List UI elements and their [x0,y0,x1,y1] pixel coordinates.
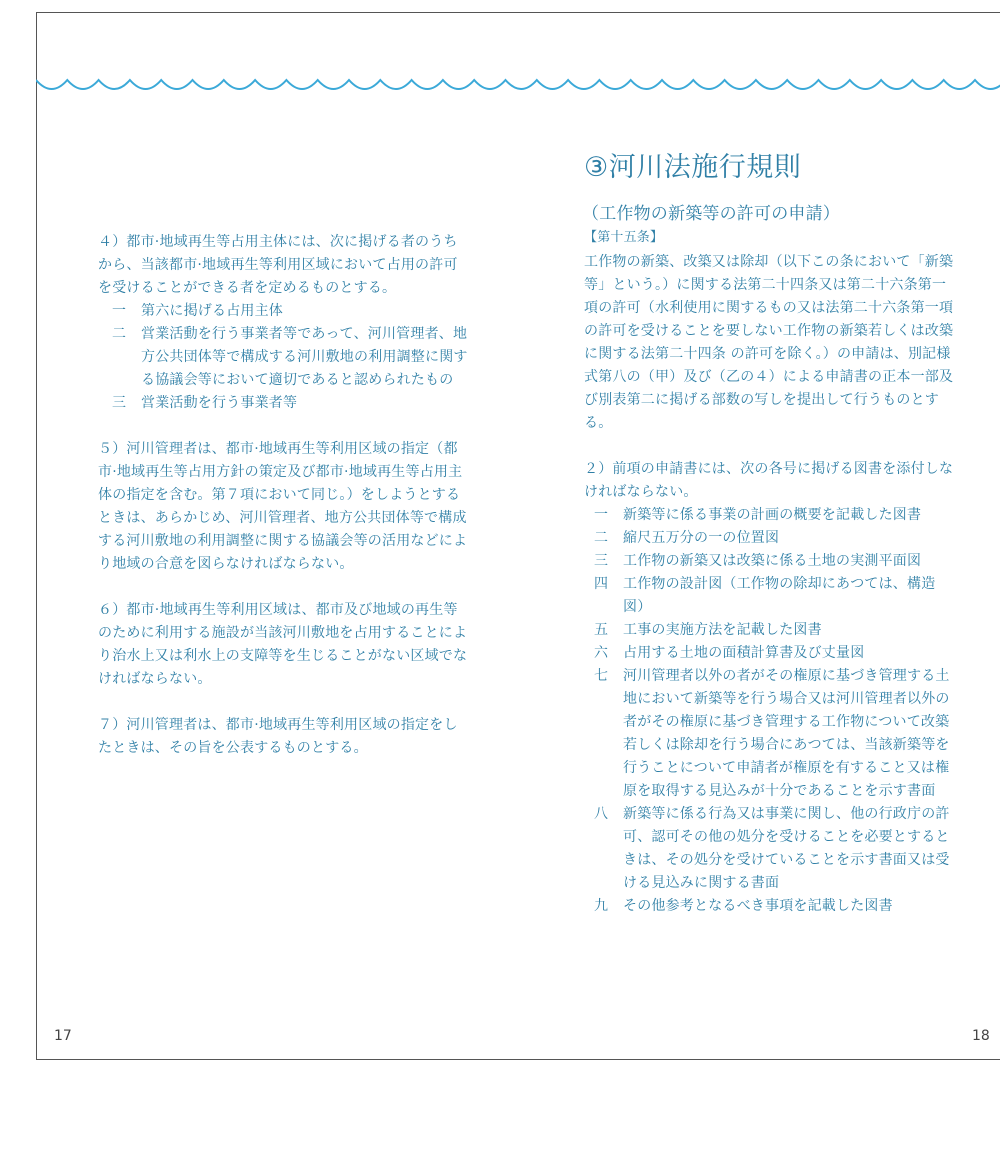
item-number: 六 [594,645,609,661]
item-text: 新築等に係る事業の計画の概要を記載した図書 [623,507,922,523]
item-text: 第六に掲げる占用主体 [141,303,283,319]
wave-decoration [36,70,1000,110]
item-text: 縮尺五万分の一の位置図 [623,530,780,546]
left-column [98,231,470,783]
item-number: 九 [594,898,609,914]
list-item [98,323,470,392]
left-paragraph-7 [98,714,470,760]
page-number-right: 18 [972,1028,990,1044]
right-paragraph-2 [584,458,954,918]
subsection-title: （工作物の新築等の許可の申請） [582,204,840,224]
item-number: 一 [594,507,609,523]
list-item [584,550,954,573]
list-item [584,573,954,619]
paragraph-text: ２）前項の申請書には、次の各号に掲げる図書を添付しなければならない。 [584,461,954,500]
list-item [584,527,954,550]
paragraph-text: ５）河川管理者は、都市·地域再生等利用区域の指定（都市·地域再生等占用方針の策定及び都市·地域再生等占用主体の指定を含む。第７項において同じ。）をしようとするときは、あらかじめ、河川管理者、地方公共団体等で構成する河川敷地の利用調整に関する協議会等の活用などにより地域の合意を図らなければならない。 [98,441,468,572]
item-text: 河川管理者以外の者がその権原に基づき管理する土地において新築等を行う場合又は河川管理者以外の者がその権原に基づき管理する工作物について改築若しくは除却を行う場合にあつては、当該新築等を行うことについて申請者が権原を有すること又は権原を取得する見込みが十分であることを示す書面 [623,668,950,799]
item-number: 七 [594,668,609,684]
paragraph-text: ７）河川管理者は、都市·地域再生等利用区域の指定をしたときは、その旨を公表するものとする。 [98,717,458,756]
list-item [584,803,954,895]
list-item [584,665,954,803]
paragraph-text: ４）都市·地域再生等占用主体には、次に掲げる者のうちから、当該都市·地域再生等利用区域において占用の許可を受けることができる者を定めるものとする。 [98,234,458,296]
section-title: ③河川法施行規則 [584,152,802,183]
paragraph-text: ６）都市·地域再生等利用区域は、都市及び地域の再生等のために利用する施設が当該河川敷地を占用することにより治水上又は利水上の支障等を生じることがない区域でなければならない。 [98,602,468,687]
item-text: 営業活動を行う事業者等であって、河川管理者、地方公共団体等で構成する河川敷地の利用調整に関する協議会等において適切であると認められたもの [141,326,468,388]
item-number: 八 [594,806,609,822]
list-item [98,392,470,415]
item-text: その他参考となるべき事項を記載した図書 [623,898,893,914]
item-number: 四 [594,576,609,592]
left-paragraph-5 [98,438,470,576]
item-text: 工作物の新築又は改築に係る土地の実測平面図 [623,553,922,569]
list-item [98,300,470,323]
list-item [584,642,954,665]
page-number-left: 17 [54,1028,72,1044]
paragraph-text: 工作物の新築、改築又は除却（以下この条において「新築等」という。）に関する法第二十四条又は第二十六条第一項の許可（水利使用に関するもの又は法第二十六条第一項 の許可を受けることを要しない工作物の新築若しくは改築に関する法第二十四条 の許可を除く。）の申請は、別記様式第八の（甲）及び（乙の４）による申請書の正本一部及び別表第二に掲げる部数の写しを提出して行うものとする。 [584,254,954,431]
right-paragraph-1 [584,251,954,435]
left-paragraph-4 [98,231,470,415]
list-item [584,895,954,918]
item-text: 新築等に係る行為又は事業に関し、他の行政庁の許可、認可その他の処分を受けることを必要とするときは、その処分を受けていることを示す書面又は受ける見込みに関する書面 [623,806,950,891]
item-number: 二 [112,326,127,342]
item-text: 営業活動を行う事業者等 [141,395,298,411]
list-item [584,504,954,527]
item-number: 二 [594,530,609,546]
list-item [584,619,954,642]
item-text: 占用する土地の面積計算書及び丈量図 [623,645,865,661]
item-number: 三 [594,553,609,569]
item-text: 工事の実施方法を記載した図書 [623,622,822,638]
left-paragraph-6 [98,599,470,691]
item-text: 工作物の設計図（工作物の除却にあつては、構造図） [623,576,936,615]
item-number: 五 [594,622,609,638]
article-label: 【第十五条】 [584,230,664,245]
item-number: 一 [112,303,127,319]
right-column [584,148,954,941]
item-number: 三 [112,395,127,411]
